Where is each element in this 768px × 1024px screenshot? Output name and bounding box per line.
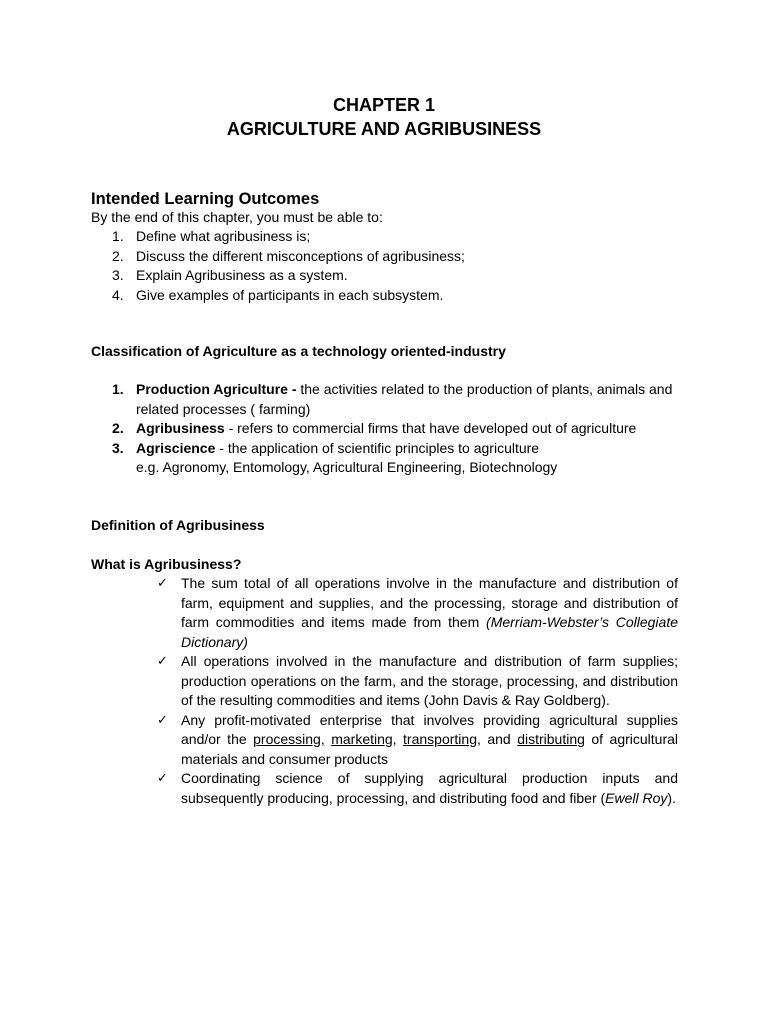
def-text: The sum total of all operations involve in the manufacture and distribution of farm, equipment and supplies, and the processing, storage and distribution of farm commodities and items made from them: [181, 575, 678, 630]
checkmark-icon: ✓: [157, 771, 168, 786]
list-item: [157, 769, 678, 808]
item-term: Agribusiness: [136, 420, 225, 436]
list-item: [112, 439, 692, 478]
list-item: [157, 652, 678, 711]
item-term: Agriscience: [136, 439, 216, 456]
list-item: [112, 419, 692, 439]
def-text: of agricultural materials and consumer products: [181, 731, 679, 767]
checkmark-icon: ✓: [157, 712, 168, 728]
list-item: [112, 247, 465, 267]
def-text: ).: [667, 789, 676, 806]
underlined-term: distributing: [517, 731, 585, 747]
definition-heading: Definition of Agribusiness: [91, 517, 265, 533]
item-examples: e.g. Agronomy, Entomology, Agricultural Engineering, Biotechnology: [136, 459, 558, 475]
item-number: 4.: [112, 286, 124, 303]
item-desc: - the application of scientific principles to agriculture: [215, 439, 540, 456]
chapter-title: [0, 93, 768, 141]
underlined-term: processing,: [253, 731, 325, 747]
item-number: 2.: [112, 247, 124, 264]
def-text: All operations involved in the manufacture and distribution of farm supplies; production operations on the farm, and the storage, processing, and distribution of the resulting commodities and items (John Davis & Ray Goldberg).: [181, 653, 678, 708]
list-item: [112, 227, 465, 247]
def-text: Coordinating science of supplying agricultural production inputs and subsequently producing, processing, and distributing food and fiber (: [181, 770, 678, 806]
list-item: [157, 711, 678, 770]
item-number: 1.: [112, 228, 124, 244]
chapter-name: AGRICULTURE AND AGRIBUSINESS: [226, 119, 542, 139]
ilo-heading: Intended Learning Outcomes: [91, 190, 320, 208]
chapter-number: CHAPTER 1: [332, 95, 435, 115]
ilo-intro: By the end of this chapter, you must be able to:: [91, 209, 383, 225]
list-item: [112, 380, 692, 419]
item-text: Define what agribusiness is;: [136, 228, 311, 244]
item-number: 3.: [112, 439, 124, 456]
item-number: 3.: [112, 267, 124, 283]
def-author: Ewell Roy: [605, 789, 668, 806]
checkmark-icon: ✓: [157, 576, 168, 591]
list-item: [112, 266, 465, 286]
item-text: Discuss the different misconceptions of agribusiness;: [136, 247, 465, 264]
item-number: 2.: [112, 420, 124, 436]
definition-list: [157, 574, 678, 808]
classification-heading: Classification of Agriculture as a technology oriented-industry: [91, 343, 506, 359]
list-item: [157, 574, 678, 652]
def-text: Any profit-motivated enterprise that involves providing agricultural supplies and/or the: [181, 711, 678, 747]
def-source: (Merriam-Webster’s Collegiate Dictionary): [181, 614, 678, 650]
item-desc: the activities related to the production of plants, animals and related processes ( farming): [136, 381, 673, 417]
underlined-term: marketing: [331, 731, 393, 747]
def-text: , and: [476, 731, 518, 747]
item-term: Production Agriculture -: [136, 381, 301, 397]
definition-question: What is Agribusiness?: [91, 556, 242, 572]
item-text: Explain Agribusiness as a system.: [136, 267, 348, 283]
item-number: 1.: [112, 381, 124, 397]
item-text: Give examples of participants in each subsystem.: [136, 286, 444, 303]
item-desc: - refers to commercial firms that have developed out of agriculture: [224, 420, 637, 436]
checkmark-icon: ✓: [157, 654, 168, 669]
classification-list: [112, 380, 692, 478]
underlined-term: transporting: [403, 731, 477, 747]
list-item: [112, 286, 465, 306]
ilo-list: [112, 227, 465, 305]
def-text: ,: [392, 731, 404, 747]
